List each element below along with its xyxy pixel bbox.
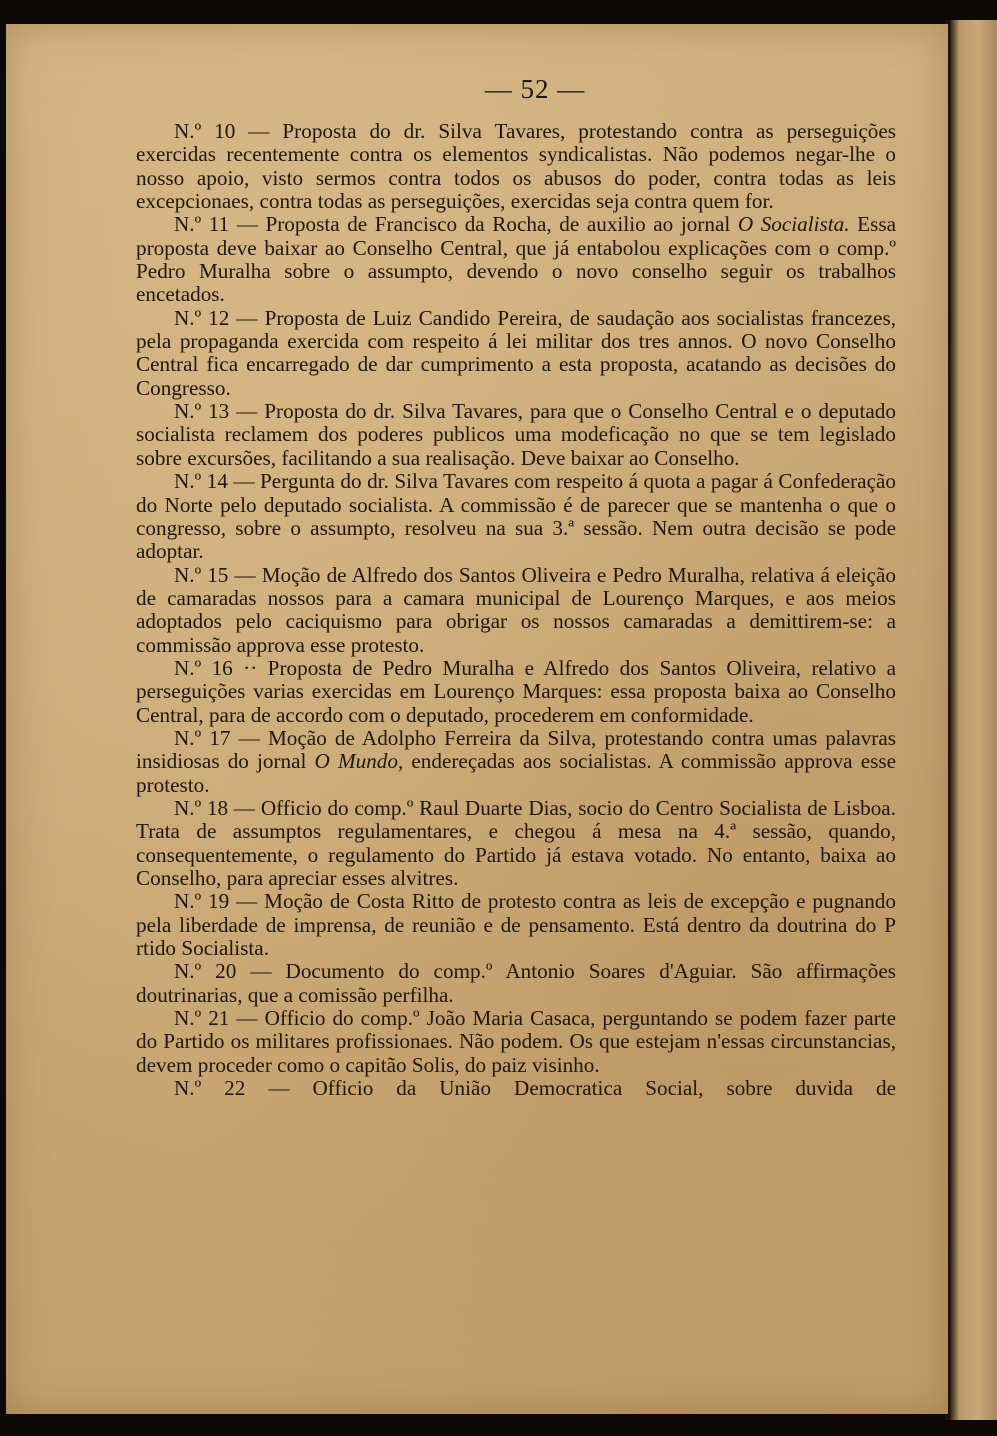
item-text: — Moção de Alfredo dos Santos Oliveira e Pedro Muralha, relativa á eleição de camaradas nossos para a camara municipal de Lourenço Marques, e aos meios adoptados pelo caciquismo para obrigar os nossos camaradas a demittirem-se: a commissão approva esse protesto. (136, 562, 896, 657)
item-number: N.º 13 (174, 399, 230, 424)
newspaper-title: O Mundo, (314, 749, 404, 774)
item-text: Essa proposta deve baixar ao Conselho Central, que já entabolou explicações com o comp.º Pedro Muralha sobre o assumpto, devendo o novo conselho seguir os trabalhos encetados. (136, 212, 896, 307)
item-number: N.º 15 (174, 562, 229, 587)
item-text: — Officio do comp.º Raul Duarte Dias, socio do Centro Socialista de Lisboa. Trata de assumptos regulamentares, e chegou á mesa na 4.ª sessão, quando, consequentemente, o regulamento do Partido já estava votado. No entanto, baixa ao Conselho, para apreciar esses alvitres. (136, 795, 897, 890)
page-number: — 52 — (484, 74, 586, 104)
paragraph-16 (136, 657, 896, 727)
item-number: N.º 11 (174, 212, 230, 237)
facing-page-edge (950, 20, 997, 1420)
paragraph-21 (136, 1007, 896, 1077)
item-number: N.º 18 (174, 795, 229, 820)
paragraph-18 (136, 797, 896, 890)
item-number: N.º 14 (174, 469, 228, 494)
paragraph-20 (136, 960, 896, 1007)
item-text: endereçadas aos socialistas. A commissão approva esse protesto. (136, 749, 896, 797)
item-number: N.º 12 (174, 305, 230, 330)
paragraph-17 (136, 727, 896, 797)
item-text: — Moção de Costa Ritto de protesto contra as leis de excepção e pugnando pela liberdade de imprensa, de reunião e de pensamento. Está dentro da doutrina do P rtido Socialista. (136, 889, 896, 961)
item-text: — Proposta de Francisco da Rocha, de auxilio ao jornal (229, 212, 738, 237)
page-body (136, 120, 896, 1100)
item-text: — Officio do comp.º João Maria Casaca, perguntando se podem fazer parte do Partido os militares profissionaes. Não podem. Os que estejam n'essas circunstancias, devem proceder como o capitão Solis, do paiz visinho. (136, 1006, 896, 1077)
item-number: N.º 21 (174, 1006, 230, 1031)
paragraph-10 (136, 120, 896, 213)
item-number: N.º 19 (174, 889, 230, 914)
paragraph-19 (136, 890, 896, 960)
item-number: N.º 16 (174, 655, 233, 680)
item-text: — Officio da União Democratica Social, sobre duvida de (245, 1076, 896, 1101)
paragraph-22 (136, 1077, 896, 1100)
item-number: N.º 22 (174, 1076, 246, 1101)
paragraph-12 (136, 307, 896, 400)
item-text: — Moção de Adolpho Ferreira da Silva, protestando contra umas palavras insidiosas do jornal (136, 725, 896, 774)
item-number: N.º 20 (174, 959, 237, 984)
newspaper-title: O Socialista. (737, 212, 850, 237)
item-text: — Documento do comp.º Antonio Soares d'Aguiar. São affirmações doutrinarias, que a comissão perfilha. (136, 959, 896, 1007)
item-number: N.º 10 (174, 119, 236, 143)
item-text: — Pergunta do dr. Silva Tavares com respeito á quota a pagar á Confederação do Norte pelo deputado socialista. A commissão é de parecer que se mantenha o que o congresso, sobre o assumpto, resolveu na sua 3.ª sessão. Nem outra decisão se pode adoptar. (136, 469, 896, 564)
item-text: — Proposta do dr. Silva Tavares, para que o Conselho Central e o deputado socialista reclamem dos poderes publicos uma modeficação no que se tem legislado sobre excursões, facilitando a sua realisação. Deve baixar ao Conselho. (136, 399, 896, 470)
item-text: — Proposta de Luiz Candido Pereira, de saudação aos socialistas francezes, pela propaganda exercida com respeito á lei militar dos tres annos. O novo Conselho Central fica encarregado de dar cumprimento a esta proposta, acatando as decisões do Congresso. (136, 305, 896, 400)
item-text: — Proposta do dr. Silva Tavares, protestando contra as perseguições exercidas recentemente contra os elementos syndicalistas. Não podemos negar-lhe o nosso apoio, visto sermos contra todos os abusos do poder, contra todas as leis excepcionaes, contra todas as perseguições, exercidas seja contra quem for. (136, 119, 896, 214)
item-text: ·· Proposta de Pedro Muralha e Alfredo dos Santos Oliveira, relativo a perseguições varias exercidas em Lourenço Marques: essa proposta baixa ao Conselho Central, para de accordo com o deputado, procederem em conformidade. (136, 655, 896, 727)
paragraph-11 (136, 213, 896, 306)
item-number: N.º 17 (174, 725, 231, 750)
paragraph-14 (136, 470, 896, 563)
paragraph-15 (136, 564, 896, 657)
paragraph-13 (136, 400, 896, 470)
